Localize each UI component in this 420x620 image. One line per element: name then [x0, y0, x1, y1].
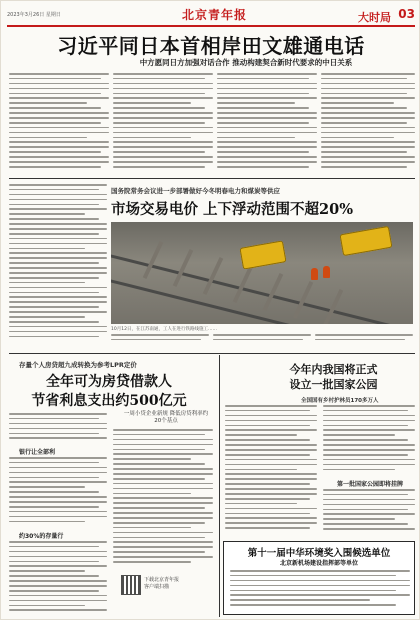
text-line: [225, 478, 317, 480]
text-line: [9, 88, 109, 90]
text-line: [113, 537, 205, 539]
text-line: [217, 151, 309, 153]
text-line: [113, 546, 213, 548]
text-line: [9, 575, 99, 577]
text-line: [9, 467, 107, 469]
text-line: [217, 127, 317, 129]
text-line: [225, 420, 317, 422]
middle-body-left-col: [9, 184, 107, 344]
text-line: [113, 449, 205, 451]
text-line: [9, 194, 107, 196]
text-line: [9, 551, 107, 553]
text-line: [9, 556, 107, 558]
text-line: [113, 463, 205, 465]
text-line: [9, 228, 107, 230]
text-line: [113, 473, 213, 475]
text-line: [321, 132, 415, 134]
text-line: [9, 433, 99, 435]
text-line: [9, 565, 107, 567]
text-line: [321, 112, 415, 114]
text-line: [321, 166, 407, 168]
text-line: [323, 513, 415, 515]
text-line: [230, 580, 410, 582]
text-line: [113, 137, 191, 139]
text-line: [9, 546, 99, 548]
text-line: [323, 454, 408, 456]
text-line: [217, 166, 309, 168]
middle-kicker: 国务院常务会议进一步部署做好今冬明春电力和煤炭等供应: [111, 187, 280, 195]
text-line: [225, 425, 310, 427]
text-line: [225, 483, 310, 485]
text-line: [113, 517, 213, 519]
text-line: [217, 146, 317, 148]
text-line: [230, 570, 410, 572]
text-line: [225, 434, 297, 436]
text-line: [9, 223, 107, 225]
text-line: [213, 339, 303, 341]
text-line: [323, 459, 415, 461]
text-line: [9, 580, 107, 582]
text-line: [225, 464, 317, 466]
lead-headline: 习近平同日本首相岸田文雄通电话: [57, 34, 365, 58]
text-line: [113, 497, 213, 499]
text-line: [9, 609, 107, 611]
text-line: [217, 102, 295, 104]
park-body-col-2b: [323, 489, 415, 535]
text-line: [9, 78, 101, 80]
text-line: [113, 132, 213, 134]
text-line: [113, 527, 191, 529]
text-line: [113, 117, 213, 119]
text-line: [9, 243, 107, 245]
text-line: [9, 428, 107, 430]
text-line: [9, 292, 99, 294]
text-line: [225, 513, 310, 515]
mortgage-subtitle-1: 银行让全部利: [19, 449, 56, 456]
text-line: [9, 184, 107, 186]
text-line: [230, 585, 410, 587]
text-line: [225, 503, 297, 505]
text-line: [111, 339, 201, 341]
mortgage-body-col-2: [113, 429, 213, 569]
text-line: [113, 444, 213, 446]
text-line: [9, 570, 85, 572]
text-line: [217, 132, 317, 134]
text-line: [9, 311, 107, 313]
railway-construction-photo: [111, 222, 413, 324]
text-line: [323, 469, 395, 471]
text-line: [225, 522, 317, 524]
text-line: [113, 83, 213, 85]
text-line: [225, 444, 317, 446]
text-line: [323, 509, 408, 511]
section-divider-2: [9, 353, 415, 354]
text-line: [225, 415, 317, 417]
text-line: [9, 501, 107, 503]
section-divider: [9, 178, 415, 179]
text-line: [321, 97, 415, 99]
text-line: [9, 141, 109, 143]
text-line: [217, 97, 317, 99]
text-line: [230, 594, 410, 596]
issue-date: 2023年3月26日 星期日: [7, 12, 61, 18]
mortgage-kicker: 存量个人房贷超九成转换为参考LPR定价: [19, 361, 137, 369]
text-line: [321, 117, 415, 119]
text-line: [225, 469, 297, 471]
text-line: [113, 532, 213, 534]
text-line: [217, 73, 317, 75]
text-line: [217, 117, 317, 119]
text-line: [213, 334, 311, 336]
text-line: [113, 156, 213, 158]
text-line: [113, 97, 213, 99]
text-line: [217, 161, 317, 163]
text-line: [217, 137, 295, 139]
text-line: [230, 575, 396, 577]
text-line: [9, 437, 107, 439]
text-line: [9, 161, 109, 163]
text-line: [113, 483, 213, 485]
text-line: [9, 306, 99, 308]
text-line: [9, 486, 85, 488]
text-line: [9, 491, 99, 493]
text-line: [113, 102, 191, 104]
text-line: [225, 459, 317, 461]
park-body-col-1: [225, 405, 317, 535]
text-line: [9, 204, 99, 206]
text-line: [323, 499, 415, 501]
mortgage-deck: 一周小贷企业新规 降低房贷利率约20个基点: [123, 411, 209, 424]
text-line: [225, 473, 317, 475]
text-line: [113, 146, 213, 148]
text-line: [321, 73, 415, 75]
text-line: [113, 161, 213, 163]
text-line: [323, 518, 395, 520]
notice-body: [230, 570, 410, 612]
text-line: [9, 296, 107, 298]
text-line: [9, 336, 99, 338]
text-line: [230, 604, 396, 606]
newspaper-logo: 北京青年报: [182, 8, 248, 22]
text-line: [9, 97, 109, 99]
text-line: [217, 78, 309, 80]
text-line: [323, 410, 408, 412]
middle-body-col-4: [315, 334, 413, 348]
text-line: [113, 141, 213, 143]
text-line: [9, 477, 99, 479]
text-line: [9, 73, 109, 75]
middle-body-col-3: [213, 334, 311, 348]
text-line: [321, 88, 415, 90]
text-line: [9, 199, 107, 201]
text-line: [9, 257, 107, 259]
qr-caption-line-1: 下载北京青年报: [144, 577, 180, 583]
text-line: [9, 277, 99, 279]
text-line: [9, 516, 107, 518]
column-divider: [219, 355, 220, 617]
text-line: [113, 507, 205, 509]
text-line: [113, 561, 191, 563]
text-line: [321, 161, 415, 163]
masthead-bar: [7, 5, 415, 27]
text-line: [9, 605, 85, 607]
text-line: [9, 595, 107, 597]
text-line: [9, 166, 101, 168]
park-headline-line-2: 设立一批国家公园: [289, 378, 378, 391]
text-line: [217, 88, 317, 90]
text-line: [321, 93, 407, 95]
text-line: [323, 429, 415, 431]
text-line: [9, 321, 99, 323]
text-line: [9, 521, 85, 523]
text-line: [225, 488, 317, 490]
text-line: [217, 122, 309, 124]
text-line: [9, 151, 101, 153]
text-line: [217, 141, 317, 143]
text-line: [217, 93, 309, 95]
text-line: [9, 585, 107, 587]
text-line: [113, 453, 213, 455]
text-line: [321, 137, 394, 139]
text-line: [321, 127, 415, 129]
text-line: [225, 498, 310, 500]
text-line: [113, 78, 205, 80]
text-line: [217, 83, 317, 85]
text-line: [9, 541, 107, 543]
text-line: [113, 488, 213, 490]
text-line: [225, 527, 310, 529]
text-line: [113, 556, 213, 558]
text-line: [113, 429, 213, 431]
mortgage-body-col-1b: [9, 457, 107, 527]
lead-body-col-1: [9, 73, 109, 173]
text-line: [9, 146, 109, 148]
text-line: [9, 93, 101, 95]
text-line: [9, 252, 107, 254]
text-line: [113, 127, 213, 129]
mortgage-subtitle-2: 约30%的存量行: [19, 533, 64, 540]
text-line: [9, 457, 107, 459]
text-line: [9, 600, 107, 602]
text-line: [225, 493, 317, 495]
text-line: [9, 287, 107, 289]
text-line: [9, 496, 107, 498]
text-line: [113, 468, 213, 470]
text-line: [9, 189, 99, 191]
text-line: [111, 334, 209, 336]
text-line: [113, 512, 213, 514]
text-line: [217, 107, 309, 109]
text-line: [323, 415, 415, 417]
text-line: [9, 248, 85, 250]
text-line: [113, 73, 213, 75]
text-line: [9, 481, 107, 483]
text-line: [9, 208, 107, 210]
park-subtitle-1: 第一批国家公园即将挂牌: [337, 481, 404, 488]
text-line: [321, 141, 415, 143]
text-line: [9, 561, 99, 563]
text-line: [323, 434, 395, 436]
text-line: [323, 489, 415, 491]
text-line: [323, 528, 415, 530]
text-line: [315, 334, 413, 336]
environment-award-notice: [223, 541, 415, 615]
notice-title: 第十一届中华环境奖入围候选单位: [247, 548, 391, 559]
text-line: [113, 122, 205, 124]
text-line: [9, 107, 101, 109]
text-line: [9, 262, 99, 264]
text-line: [9, 462, 99, 464]
photo-caption: 10月12日，在江苏南通，工人在进行铁路线施工……: [111, 327, 217, 332]
park-headline-line-1: 今年内我国将正式: [289, 363, 378, 376]
text-line: [321, 146, 415, 148]
qr-code[interactable]: [121, 575, 141, 595]
lead-body-col-4: [321, 73, 415, 173]
text-line: [113, 493, 191, 495]
text-line: [321, 151, 407, 153]
text-line: [9, 102, 87, 104]
text-line: [323, 420, 415, 422]
mortgage-body-col-1c: [9, 541, 107, 615]
section-name: 大时局: [358, 11, 391, 24]
text-line: [323, 504, 415, 506]
text-line: [225, 439, 310, 441]
text-line: [9, 112, 109, 114]
text-line: [9, 137, 87, 139]
text-line: [217, 112, 317, 114]
text-line: [323, 425, 408, 427]
text-line: [113, 439, 213, 441]
text-line: [323, 464, 415, 466]
text-line: [225, 449, 317, 451]
text-line: [9, 83, 109, 85]
lead-body-col-3: [217, 73, 317, 173]
text-line: [9, 511, 107, 513]
text-line: [9, 472, 107, 474]
text-line: [9, 122, 101, 124]
text-line: [113, 478, 205, 480]
text-line: [323, 439, 408, 441]
text-line: [9, 282, 85, 284]
text-line: [323, 449, 415, 451]
text-line: [230, 599, 370, 601]
text-line: [321, 156, 415, 158]
text-line: [323, 405, 415, 407]
text-line: [9, 331, 107, 333]
park-deck: 全国国有乡村护林员170多万人: [301, 398, 379, 404]
text-line: [9, 238, 107, 240]
text-line: [113, 166, 205, 168]
text-line: [321, 122, 407, 124]
text-line: [323, 494, 408, 496]
text-line: [9, 132, 109, 134]
lead-subhead: 中方愿同日方加强对话合作 推动构建契合新时代要求的中日关系: [139, 58, 353, 67]
park-body-col-2: [323, 405, 415, 475]
text-line: [9, 413, 107, 415]
qr-caption: [144, 577, 179, 591]
text-line: [9, 117, 109, 119]
text-line: [113, 434, 205, 436]
text-line: [113, 151, 205, 153]
text-line: [113, 93, 205, 95]
text-line: [225, 429, 317, 431]
text-line: [323, 523, 408, 525]
text-line: [113, 502, 213, 504]
text-line: [9, 213, 85, 215]
text-line: [9, 326, 107, 328]
text-line: [113, 551, 205, 553]
text-line: [113, 522, 205, 524]
middle-headline: 市场交易电价 上下浮动范围不超20%: [111, 201, 354, 218]
qr-caption-line-2: 客户端扫描: [144, 584, 170, 590]
text-line: [9, 506, 99, 508]
text-line: [9, 233, 99, 235]
text-line: [113, 88, 213, 90]
mortgage-headline-line-1: 全年可为房贷借款人: [46, 374, 172, 390]
text-line: [9, 127, 109, 129]
text-line: [217, 156, 317, 158]
text-line: [315, 339, 405, 341]
text-line: [113, 458, 191, 460]
mortgage-body-col-1: [9, 413, 107, 443]
text-line: [9, 418, 99, 420]
text-line: [113, 107, 205, 109]
text-line: [225, 517, 317, 519]
text-line: [9, 218, 99, 220]
text-line: [321, 102, 394, 104]
mortgage-headline-line-2: 节省利息支出约500亿元: [31, 393, 187, 409]
text-line: [9, 316, 85, 318]
text-line: [225, 454, 310, 456]
text-line: [230, 590, 396, 592]
text-line: [323, 444, 415, 446]
text-line: [225, 410, 310, 412]
text-line: [321, 78, 407, 80]
text-line: [113, 541, 213, 543]
text-line: [321, 107, 407, 109]
text-line: [225, 508, 317, 510]
text-line: [9, 423, 107, 425]
text-line: [225, 405, 317, 407]
text-line: [113, 112, 213, 114]
text-line: [321, 83, 415, 85]
notice-subtitle: 北京新机场建设指挥部等单位: [279, 560, 358, 567]
lead-body-col-2: [113, 73, 213, 173]
text-line: [9, 272, 107, 274]
text-line: [9, 267, 107, 269]
page-number: 03: [398, 7, 415, 21]
text-line: [9, 156, 109, 158]
text-line: [9, 590, 99, 592]
text-line: [9, 301, 107, 303]
middle-body-col-2: [111, 334, 209, 348]
